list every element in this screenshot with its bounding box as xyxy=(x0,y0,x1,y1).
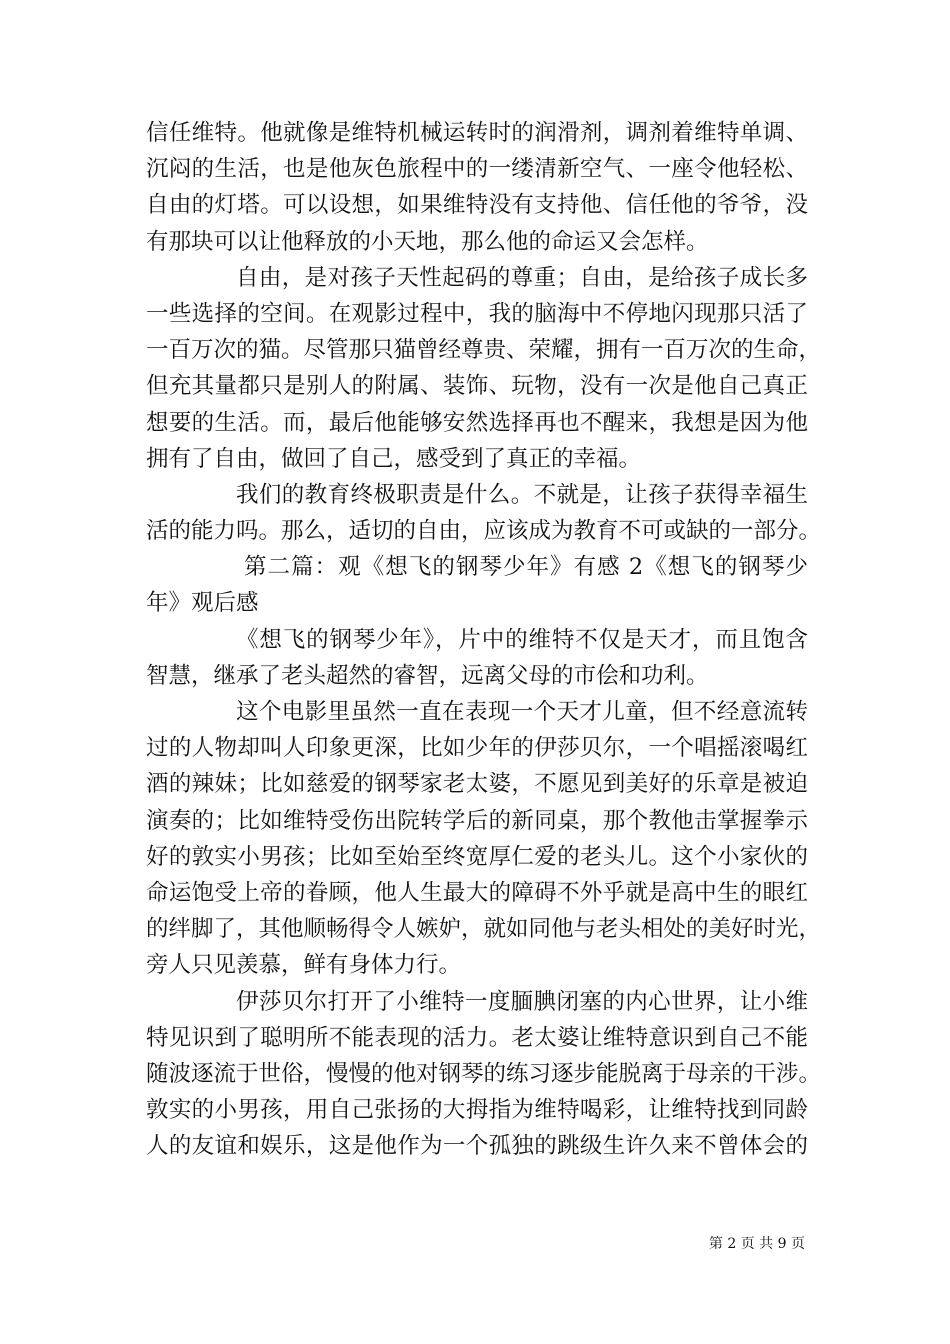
text-line: 的绊脚了，其他顺畅得令人嫉妒，就如同他与老头相处的美好时光， xyxy=(146,916,822,943)
text-line: 拥有了自由，做回了自己，感受到了真正的幸福。 xyxy=(146,445,642,472)
paragraph-start-line: 《想飞的钢琴少年》，片中的维特不仅是天才，而且饱含 xyxy=(236,626,808,653)
paragraph-start-line: 这个电影里虽然一直在表现一个天才儿童，但不经意流转 xyxy=(236,699,808,725)
text-line: 特见识到了聪明所不能表现的活力。老太婆让维特意识到自己不能 xyxy=(146,1024,808,1051)
text-line: 人的友谊和娱乐，这是他作为一个孤独的跳级生许久来不曾体会的 xyxy=(146,1133,808,1160)
text-line: 自由的灯塔。可以设想，如果维特没有支持他、信任他的爷爷，没 xyxy=(146,192,808,219)
text-line: 过的人物却叫人印象更深，比如少年的伊莎贝尔，一个唱摇滚喝红 xyxy=(146,735,808,762)
text-line: 命运饱受上帝的眷顾，他人生最大的障碍不外乎就是高中生的眼红 xyxy=(146,879,808,906)
text-line: 好的敦实小男孩；比如至始至终宽厚仁爱的老头儿。这个小家伙的 xyxy=(146,843,808,870)
text-line: 想要的生活。而，最后他能够安然选择再也不醒来，我想是因为他 xyxy=(146,409,808,436)
text-line: 一百万次的猫。尽管那只猫曾经尊贵、荣耀，拥有一百万次的生命， xyxy=(146,337,822,364)
text-line: 演奏的；比如维特受伤出院转学后的新同桌，那个教他击掌握拳示 xyxy=(146,807,808,834)
page-number: 第 2 页 共 9 页 xyxy=(708,1236,805,1252)
text-line: 信任维特。他就像是维特机械运转时的润滑剂，调剂着维特单调、 xyxy=(146,120,808,146)
paragraph-start-line: 自由，是对孩子天性起码的尊重；自由，是给孩子成长多 xyxy=(236,264,808,291)
text-line: 一些选择的空间。在观影过程中，我的脑海中不停地闪现那只活了 xyxy=(146,300,808,327)
section-heading-line: 年》观后感 xyxy=(146,590,259,617)
text-line: 酒的辣妹；比如慈爱的钢琴家老太婆，不愿见到美好的乐章是被迫 xyxy=(146,771,808,798)
text-line: 活的能力吗。那么，适切的自由，应该成为教育不可或缺的一部分。 xyxy=(146,518,822,545)
body-text xyxy=(146,115,822,1164)
text-line: 敦实的小男孩，用自己张扬的大拇指为维特喝彩，让维特找到同龄 xyxy=(146,1097,808,1124)
text-line: 旁人只见羡慕，鲜有身体力行。 xyxy=(146,952,462,979)
text-line: 智慧，继承了老头超然的睿智，远离父母的市侩和功利。 xyxy=(146,662,709,689)
text-line: 沉闷的生活，也是他灰色旅程中的一缕清新空气、一座令他轻松、 xyxy=(146,156,808,183)
section-heading-line: 第二篇：观《想飞的钢琴少年》有感 2《想飞的钢琴少 xyxy=(244,554,808,581)
paragraph-start-line: 我们的教育终极职责是什么。不就是，让孩子获得幸福生 xyxy=(236,481,808,508)
text-line: 但充其量都只是别人的附属、装饰、玩物，没有一次是他自己真正 xyxy=(146,373,808,400)
text-line: 有那块可以让他释放的小天地，那么他的命运又会怎样。 xyxy=(146,228,709,255)
text-line: 随波逐流于世俗，慢慢的他对钢琴的练习逐步能脱离于母亲的干涉。 xyxy=(146,1060,822,1087)
paragraph-start-line: 伊莎贝尔打开了小维特一度腼腆闭塞的内心世界，让小维 xyxy=(236,988,808,1015)
